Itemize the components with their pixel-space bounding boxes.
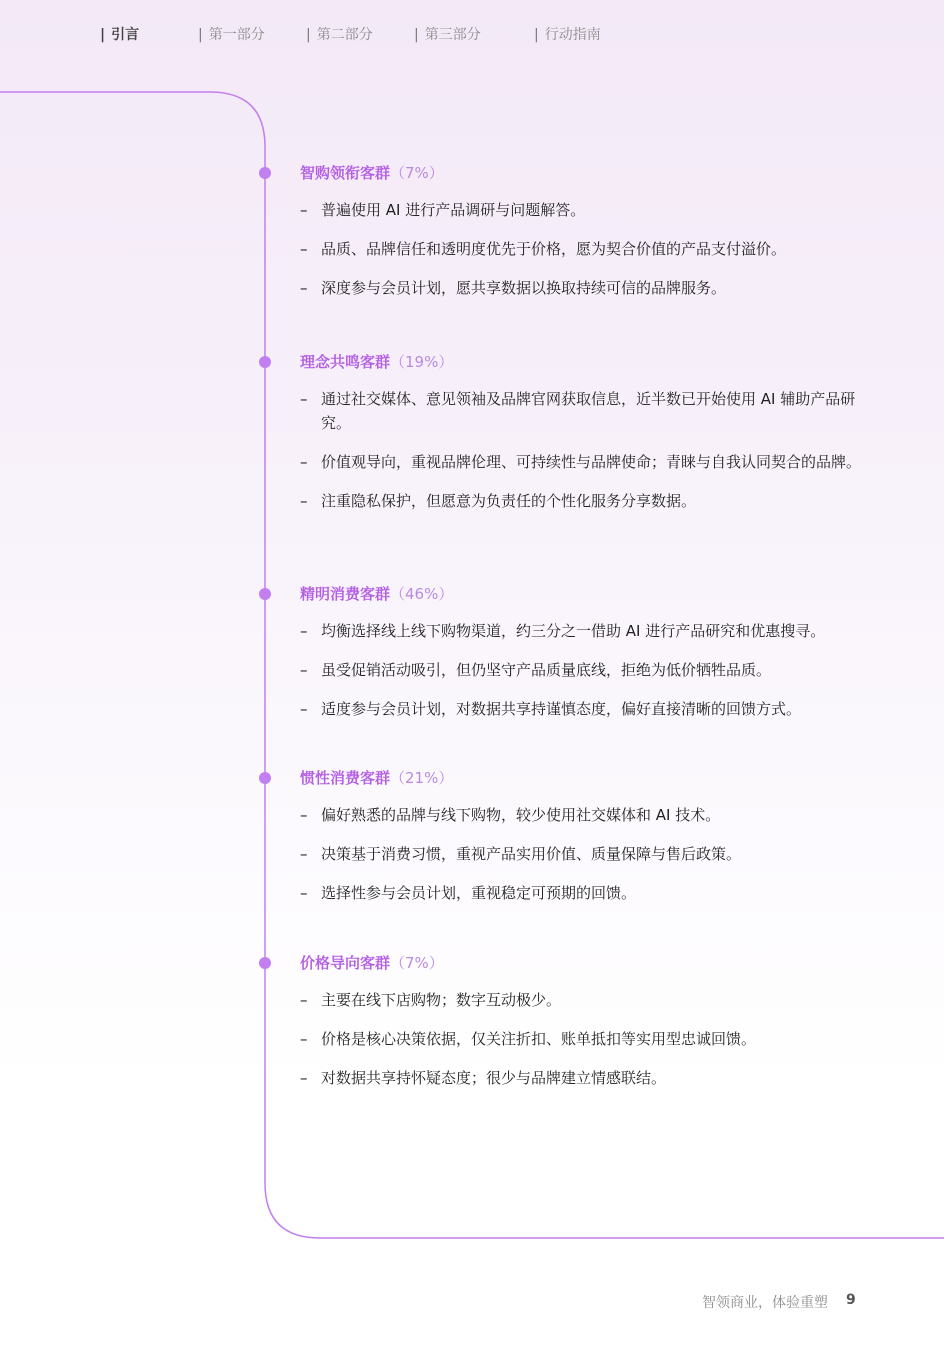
list-item-text: 通过社交媒体、意见领袖及品牌官网获取信息，近半数已开始使用 AI 辅助产品研究。 <box>321 390 856 432</box>
timeline-dot <box>259 356 271 368</box>
nav-separator: | <box>306 27 311 43</box>
segment-title-text: 精明消费客群 <box>300 585 391 603</box>
list-item-text: 注重隐私保护，但愿意为负责任的个性化服务分享数据。 <box>321 492 697 510</box>
timeline-dot <box>259 167 271 179</box>
segment-section <box>300 953 870 1090</box>
dash-bullet: – <box>300 991 308 1009</box>
footer-title: 智领商业，体验重塑 <box>702 1295 828 1311</box>
dash-bullet: – <box>300 492 308 510</box>
dash-bullet: – <box>300 201 308 219</box>
segment-traits-list <box>300 387 870 513</box>
dash-bullet: – <box>300 390 308 408</box>
list-item <box>300 658 861 682</box>
list-item-text: 决策基于消费习惯，重视产品实用价值、质量保障与售后政策。 <box>321 845 742 863</box>
dash-bullet: – <box>300 700 308 718</box>
list-item <box>300 387 861 435</box>
dash-bullet: – <box>300 845 308 863</box>
nav-separator: | <box>534 27 539 43</box>
list-item <box>300 450 861 474</box>
segment-title-text: 惯性消费客群 <box>300 769 391 787</box>
list-item-text: 偏好熟悉的品牌与线下购物，较少使用社交媒体和 AI 技术。 <box>321 806 721 824</box>
segment-section <box>300 768 870 905</box>
list-item <box>300 489 861 513</box>
segment-traits-list <box>300 803 870 905</box>
segment-percentage: （46%） <box>390 585 454 603</box>
nav-item-label: 行动指南 <box>544 27 601 43</box>
list-item-text: 对数据共享持怀疑态度；很少与品牌建立情感联结。 <box>321 1069 667 1087</box>
list-item-text: 价格是核心决策依据，仅关注折扣、账单抵扣等实用型忠诚回馈。 <box>321 1030 757 1048</box>
list-item <box>300 619 861 643</box>
timeline-dot <box>259 772 271 784</box>
dash-bullet: – <box>300 622 308 640</box>
list-item <box>300 988 861 1012</box>
list-item-text: 虽受促销活动吸引，但仍坚守产品质量底线，拒绝为低价牺牲品质。 <box>321 661 772 679</box>
list-item <box>300 881 861 905</box>
nav-item-label: 第一部分 <box>208 27 265 43</box>
nav-separator: | <box>100 27 106 43</box>
segment-title-text: 理念共鸣客群 <box>300 353 391 371</box>
list-item <box>300 1027 861 1051</box>
list-item <box>300 1066 861 1090</box>
segment-percentage: （7%） <box>390 954 444 972</box>
list-item <box>300 842 861 866</box>
segment-section <box>300 584 870 721</box>
segment-title-text: 价格导向客群 <box>300 954 391 972</box>
nav-separator: | <box>198 27 203 43</box>
nav-item-label: 第二部分 <box>316 27 373 43</box>
dash-bullet: – <box>300 661 308 679</box>
dash-bullet: – <box>300 1069 308 1087</box>
timeline-dot <box>259 957 271 969</box>
list-item <box>300 697 861 721</box>
segment-percentage: （21%） <box>390 769 454 787</box>
segment-traits-list <box>300 198 870 300</box>
segment-section <box>300 163 870 300</box>
nav-item-label: 引言 <box>111 27 140 43</box>
segment-title-text: 智购领衔客群 <box>300 164 391 182</box>
segment-title <box>300 768 870 788</box>
nav-item-label: 第三部分 <box>424 27 481 43</box>
dash-bullet: – <box>300 240 308 258</box>
list-item <box>300 198 861 222</box>
dash-bullet: – <box>300 279 308 297</box>
list-item-text: 适度参与会员计划，对数据共享持谨慎态度，偏好直接清晰的回馈方式。 <box>321 700 802 718</box>
segment-title <box>300 352 870 372</box>
list-item-text: 选择性参与会员计划，重视稳定可预期的回馈。 <box>321 884 637 902</box>
page-number: 9 <box>846 1292 856 1308</box>
list-item-text: 价值观导向，重视品牌伦理、可持续性与品牌使命；青睐与自我认同契合的品牌。 <box>321 453 862 471</box>
dash-bullet: – <box>300 884 308 902</box>
segment-title <box>300 163 870 183</box>
dash-bullet: – <box>300 806 308 824</box>
timeline-dot <box>259 588 271 600</box>
list-item-text: 品质、品牌信任和透明度优先于价格，愿为契合价值的产品支付溢价。 <box>321 240 787 258</box>
segment-traits-list <box>300 988 870 1090</box>
segment-section <box>300 352 870 513</box>
list-item-text: 均衡选择线上线下购物渠道，约三分之一借助 AI 进行产品研究和优惠搜寻。 <box>321 622 826 640</box>
list-item <box>300 276 861 300</box>
list-item <box>300 803 861 827</box>
list-item-text: 主要在线下店购物；数字互动极少。 <box>321 991 562 1009</box>
list-item <box>300 237 861 261</box>
list-item-text: 深度参与会员计划，愿共享数据以换取持续可信的品牌服务。 <box>321 279 727 297</box>
dash-bullet: – <box>300 453 308 471</box>
dash-bullet: – <box>300 1030 308 1048</box>
segment-title <box>300 584 870 604</box>
segment-title <box>300 953 870 973</box>
segment-traits-list <box>300 619 870 721</box>
segment-percentage: （7%） <box>390 164 444 182</box>
nav-separator: | <box>414 27 419 43</box>
list-item-text: 普遍使用 AI 进行产品调研与问题解答。 <box>321 201 586 219</box>
segment-percentage: （19%） <box>390 353 454 371</box>
